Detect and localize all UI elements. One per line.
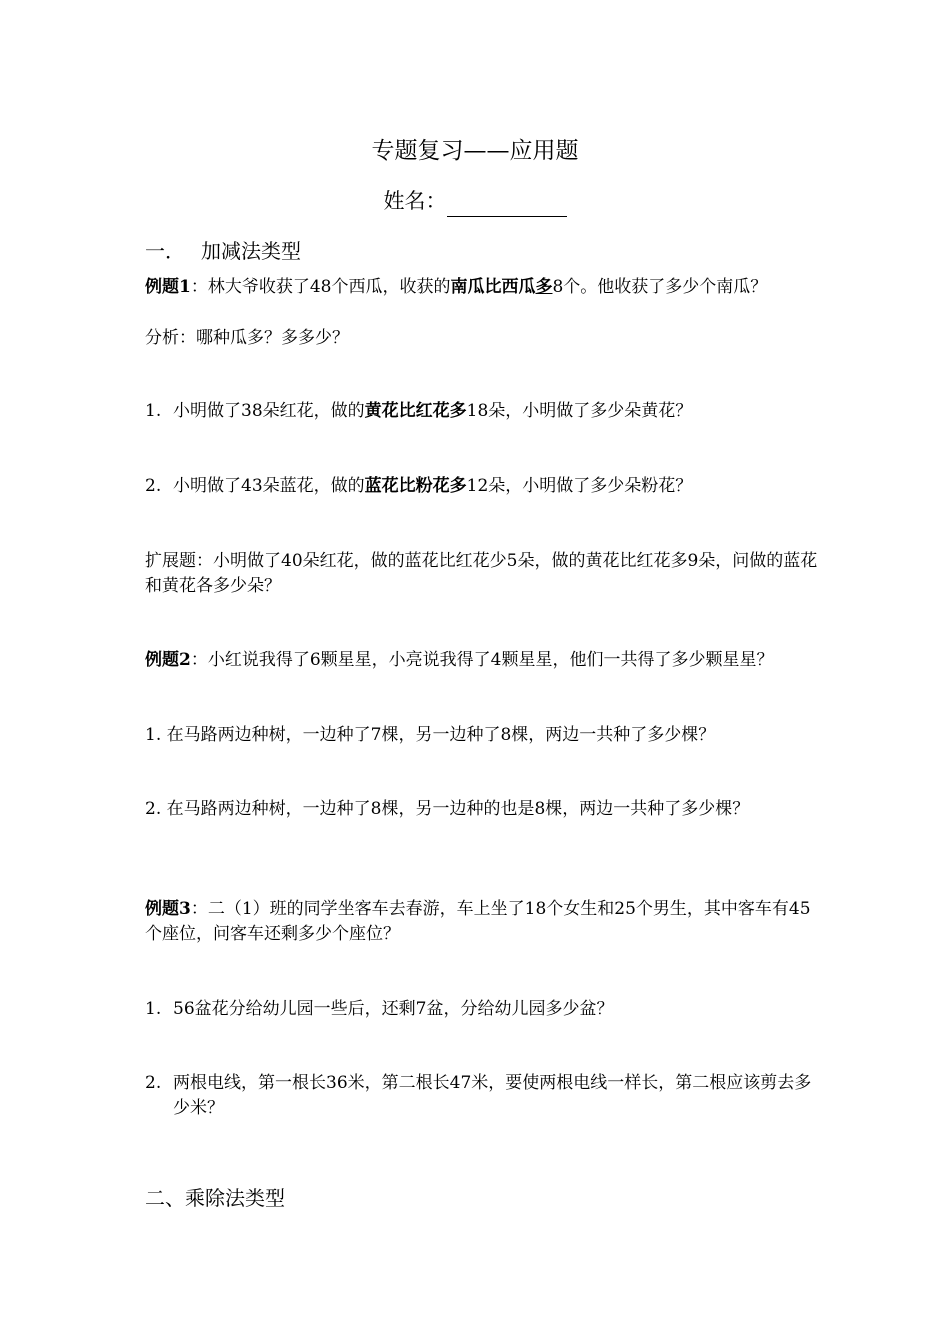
example-3-text: ：二（1）班的同学坐客车去春游，车上坐了18个女生和25个男生，其中客车有45个座位，问客车还剩多少个座位？	[145, 899, 811, 944]
section-1-number: 一．	[145, 239, 185, 263]
example-2-label: 例题2	[145, 650, 191, 670]
question-text-a: 小明做了43朵蓝花，做的	[173, 476, 365, 496]
question-text: 56盆花分给幼儿园一些后，还剩7盆，分给幼儿园多少盆？	[173, 999, 614, 1019]
example-3	[145, 897, 825, 947]
example-2	[145, 648, 825, 673]
question-3-2	[145, 1071, 825, 1121]
question-text-b: 12朵，小明做了多少朵粉花？	[466, 476, 693, 496]
example-3-label: 例题3	[145, 899, 191, 919]
question-number: 1.	[145, 401, 162, 421]
example-1-bold: 南瓜比西瓜	[450, 277, 536, 297]
question-2-1: 1. 在马路两边种树，一边种了7棵，另一边种了8棵，两边一共种了多少棵？	[145, 725, 716, 745]
question-1-2	[145, 474, 853, 499]
example-1-analysis: 分析：哪种瓜多？多多少？	[145, 328, 349, 348]
section-1-label: 加减法类型	[201, 239, 301, 263]
name-field	[0, 185, 950, 217]
extension-question: 扩展题：小明做了40朵红花，做的蓝花比红花少5朵，做的黄花比红花多9朵，问做的蓝花和黄花各多少朵？	[145, 551, 818, 596]
question-text-a: 小明做了38朵红花，做的	[173, 401, 365, 421]
question-number: 2.	[145, 476, 162, 496]
question-bold: 蓝花比粉花多	[364, 476, 467, 496]
example-1-underline: 多	[535, 277, 553, 297]
question-text: 两根电线，第一根长36米，第二根长47米，要使两根电线一样长，第二根应该剪去多少米？	[173, 1073, 812, 1118]
section-heading-2: 二、乘除法类型	[145, 1186, 285, 1210]
name-label: 姓名：	[383, 189, 447, 213]
question-text-b: 18朵，小明做了多少朵黄花？	[466, 401, 693, 421]
example-1	[145, 275, 825, 300]
example-1-label: 例题1	[145, 277, 191, 297]
name-blank[interactable]	[447, 194, 567, 217]
question-number: 1.	[145, 999, 162, 1019]
example-1-text-a: ：林大爷收获了48个西瓜，收获的	[190, 277, 451, 297]
example-1-text-b: 8个。他收获了多少个南瓜？	[552, 277, 768, 297]
section-heading-1	[145, 236, 301, 266]
question-1-1	[145, 399, 853, 424]
question-bold: 黄花比红花多	[364, 401, 467, 421]
question-3-1	[145, 997, 853, 1022]
question-number: 2.	[145, 1073, 162, 1093]
question-2-2: 2. 在马路两边种树，一边种了8棵，另一边种的也是8棵，两边一共种了多少棵？	[145, 799, 750, 819]
page-title: 专题复习——应用题	[371, 138, 579, 164]
example-2-text: ：小红说我得了6颗星星，小亮说我得了4颗星星，他们一共得了多少颗星星？	[190, 650, 774, 670]
